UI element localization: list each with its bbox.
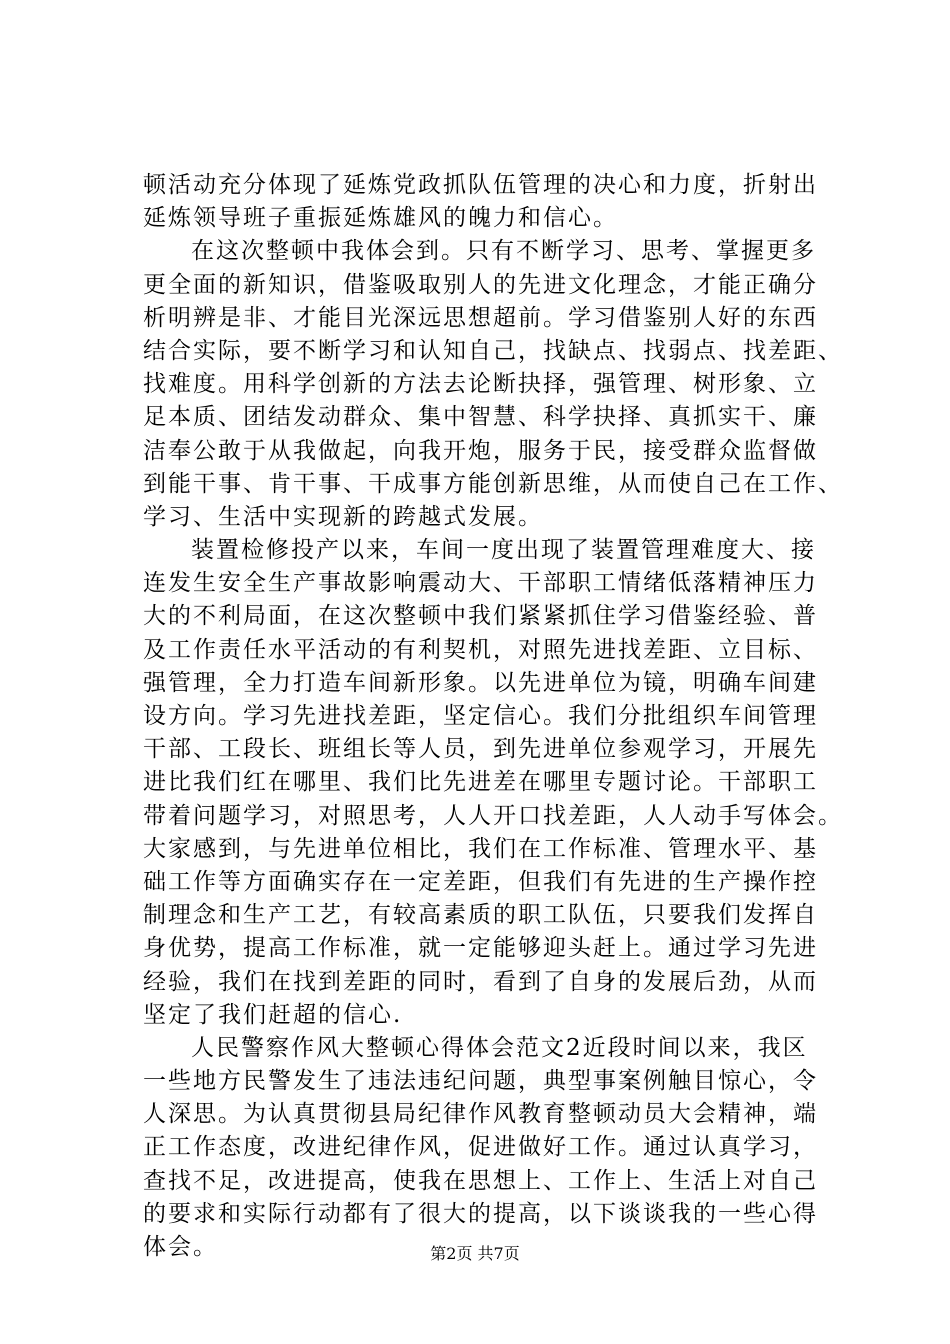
text-line: 及工作责任水平活动的有利契机，对照先进找差距、立目标、	[143, 636, 818, 663]
text-line: 坚定了我们赶超的信心.	[143, 1001, 403, 1028]
text-line: 学习、生活中实现新的跨越式发展。	[143, 503, 543, 530]
text-line: 进比我们红在哪里、我们比先进差在哪里专题讨论。干部职工	[143, 769, 818, 796]
body-text	[143, 169, 843, 1264]
text-line: 强管理，全力打造车间新形象。以先进单位为镜，明确车间建	[143, 669, 818, 696]
text-line: 到能干事、肯干事、干成事方能创新思维，从而使自己在工作、	[143, 470, 843, 497]
text-line: 足本质、团结发动群众、集中智慧、科学抉择、真抓实干、廉	[143, 404, 818, 431]
text-line: 正工作态度，改进纪律作风，促进做好工作。通过认真学习，	[143, 1134, 818, 1161]
text-line: 更全面的新知识，借鉴吸取别人的先进文化理念，才能正确分	[143, 271, 818, 298]
paragraph-start-line: 人民警察作风大整顿心得体会范文2近段时间以来，我区	[191, 1034, 808, 1061]
text-line: 经验，我们在找到差距的同时，看到了自身的发展后劲，从而	[143, 968, 818, 995]
text-line: 顿活动充分体现了延炼党政抓队伍管理的决心和力度，折射出	[143, 172, 818, 198]
text-line: 延炼领导班子重振延炼雄风的魄力和信心。	[143, 205, 618, 232]
text-line: 础工作等方面确实存在一定差距，但我们有先进的生产操作控	[143, 868, 818, 895]
text-line: 洁奉公敢于从我做起，向我开炮，服务于民，接受群众监督做	[143, 437, 818, 464]
page-number-footer: 第2页 共7页	[430, 1244, 520, 1263]
text-line: 制理念和生产工艺，有较高素质的职工队伍，只要我们发挥自	[143, 902, 818, 929]
text-line: 的要求和实际行动都有了很大的提高，以下谈谈我的一些心得	[143, 1200, 818, 1227]
text-line: 人深思。为认真贯彻县局纪律作风教育整顿动员大会精神，端	[143, 1101, 818, 1128]
text-line: 带着问题学习，对照思考，人人开口找差距，人人动手写体会。	[143, 802, 843, 829]
text-line: 干部、工段长、班组长等人员，到先进单位参观学习，开展先	[143, 736, 818, 763]
text-line: 身优势，提高工作标准，就一定能够迎头赶上。通过学习先进	[143, 935, 818, 962]
text-line: 大家感到，与先进单位相比，我们在工作标准、管理水平、基	[143, 835, 818, 862]
paragraph-start-line: 装置检修投产以来，车间一度出现了装置管理难度大、接	[191, 537, 816, 564]
text-line: 连发生安全生产事故影响震动大、干部职工情绪低落精神压力	[143, 570, 818, 597]
text-line: 查找不足，改进提高，使我在思想上、工作上、生活上对自己	[143, 1167, 818, 1194]
text-line: 一些地方民警发生了违法违纪问题，典型事案例触目惊心，令	[143, 1068, 818, 1095]
text-line: 结合实际，要不断学习和认知自己，找缺点、找弱点、找差距、	[143, 337, 843, 364]
text-line: 大的不利局面，在这次整顿中我们紧紧抓住学习借鉴经验、普	[143, 603, 818, 630]
text-line: 析明辨是非、才能目光深远思想超前。学习借鉴别人好的东西	[143, 304, 818, 331]
text-line: 设方向。学习先进找差距，坚定信心。我们分批组织车间管理	[143, 703, 818, 729]
text-line: 找难度。用科学创新的方法去论断抉择，强管理、树形象、立	[143, 371, 818, 398]
text-line: 体会。	[143, 1234, 218, 1260]
paragraph-start-line: 在这次整顿中我体会到。只有不断学习、思考、掌握更多	[191, 238, 816, 265]
